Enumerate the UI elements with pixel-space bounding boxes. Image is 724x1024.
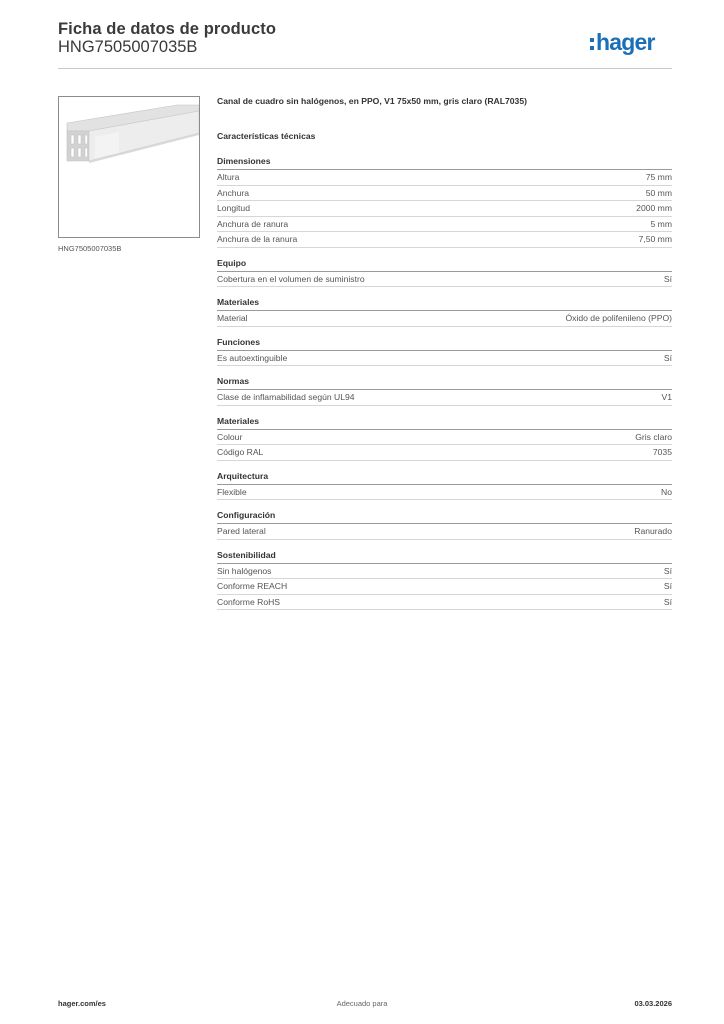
spec-row [217, 186, 672, 202]
spec-row [217, 272, 672, 288]
spec-label: Cobertura en el volumen de suministro [217, 273, 365, 284]
spec-row [217, 217, 672, 233]
spec-row [217, 445, 672, 461]
spec-sections [217, 156, 672, 610]
spec-value: Sí [663, 352, 672, 363]
spec-value: Ranurado [634, 526, 672, 536]
spec-label: Anchura de la ranura [217, 234, 298, 244]
footer-center-text: Adecuado para [336, 999, 388, 1008]
spec-row [217, 564, 672, 580]
spec-section [217, 156, 672, 248]
spec-row [217, 311, 672, 327]
footer-date: 03.03.2026 [634, 999, 672, 1008]
spec-section [217, 416, 672, 461]
tech-heading: Características técnicas [217, 131, 316, 141]
spec-label: Sin halógenos [217, 565, 272, 576]
spec-row [217, 430, 672, 446]
spec-value: V1 [661, 392, 672, 402]
cable-duct-image [59, 97, 199, 237]
spec-row [217, 170, 672, 186]
spec-value: Gris claro [635, 431, 672, 442]
section-title: Dimensiones [217, 156, 672, 170]
product-specs [217, 96, 672, 620]
spec-value: 5 mm [650, 218, 672, 229]
spec-section [217, 258, 672, 288]
spec-value: 7035 [652, 447, 672, 457]
spec-label: Altura [217, 172, 240, 182]
spec-label: Conforme RoHS [217, 596, 281, 607]
section-title: Materiales [217, 416, 672, 430]
spec-label: Flexible [217, 486, 247, 497]
page-title: Ficha de datos de producto [58, 20, 277, 38]
hager-logo-icon [590, 28, 672, 58]
spec-row [217, 579, 672, 595]
section-title: Normas [217, 376, 672, 390]
hager-logo [590, 28, 672, 58]
spec-value: Óxido de polifenileno (PPO) [565, 313, 672, 323]
spec-value: 75 mm [645, 172, 672, 182]
section-title: Materiales [217, 297, 672, 311]
spec-value: 2000 mm [636, 203, 672, 213]
spec-value: Sí [663, 273, 672, 284]
spec-section [217, 550, 672, 611]
section-title: Configuración [217, 510, 672, 524]
spec-section [217, 510, 672, 540]
spec-label: Anchura [217, 187, 250, 198]
spec-row [217, 390, 672, 406]
product-image [58, 96, 200, 238]
spec-value: 7,50 mm [638, 234, 672, 244]
spec-row [217, 524, 672, 540]
spec-value: Sí [663, 565, 672, 576]
spec-value: No [661, 486, 672, 497]
image-caption: HNG7505007035B [58, 244, 122, 253]
spec-value: 50 mm [645, 187, 672, 198]
spec-section [217, 297, 672, 327]
spec-value: Sí [663, 581, 672, 591]
product-code: HNG7505007035B [58, 38, 198, 56]
spec-label: Clase de inflamabilidad según UL94 [217, 392, 355, 402]
spec-value: Sí [663, 596, 672, 607]
spec-row [217, 351, 672, 367]
spec-row [217, 595, 672, 611]
footer-website[interactable]: hager.com/es [58, 999, 106, 1008]
section-title: Sostenibilidad [217, 550, 672, 564]
spec-label: Material [217, 313, 248, 323]
spec-row [217, 485, 672, 501]
section-title: Equipo [217, 258, 672, 272]
section-title: Funciones [217, 337, 672, 351]
spec-label: Colour [217, 431, 243, 442]
spec-label: Conforme REACH [217, 581, 288, 591]
spec-label: Pared lateral [217, 526, 266, 536]
spec-section [217, 471, 672, 501]
svg-text:hager: hager [596, 29, 655, 55]
spec-label: Es autoextinguible [217, 352, 288, 363]
section-title: Arquitectura [217, 471, 672, 485]
spec-label: Código RAL [217, 447, 264, 457]
spec-row [217, 201, 672, 217]
spec-section [217, 337, 672, 367]
spec-label: Anchura de ranura [217, 218, 289, 229]
spec-label: Longitud [217, 203, 250, 213]
product-description: Canal de cuadro sin halógenos, en PPO, V1 75x50 mm, gris claro (RAL7035) [217, 96, 527, 106]
spec-row [217, 232, 672, 248]
spec-section [217, 376, 672, 406]
header-divider [58, 68, 672, 69]
